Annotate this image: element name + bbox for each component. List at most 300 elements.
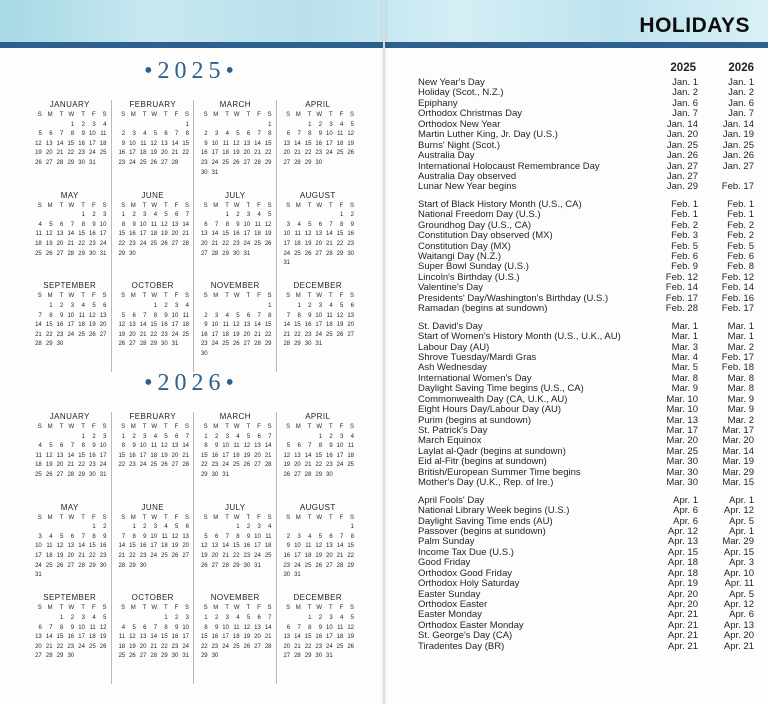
day-number: 28 xyxy=(294,159,301,166)
day-number: 19 xyxy=(200,553,208,560)
day-number: 9 xyxy=(318,624,323,631)
day-number: 27 xyxy=(243,341,251,348)
day-number: 13 xyxy=(99,312,107,319)
weekday-header: T xyxy=(81,112,85,118)
day-number: 20 xyxy=(254,634,261,641)
day-number: 5 xyxy=(350,121,354,128)
holiday-row xyxy=(418,621,754,631)
day-number: 9 xyxy=(92,221,96,228)
day-number: 12 xyxy=(89,312,96,319)
holiday-row xyxy=(418,558,754,568)
month-name: MARCH xyxy=(219,412,251,421)
month-day-grid xyxy=(281,292,356,350)
empty-cell xyxy=(219,523,230,533)
weekday-header: S xyxy=(37,514,42,521)
holiday-date-2026: Jan. 19 xyxy=(722,129,754,141)
weekday-header: S xyxy=(349,514,354,521)
day-number: 8 xyxy=(60,624,64,631)
day-number: 27 xyxy=(56,471,64,478)
day-number: 23 xyxy=(78,150,85,157)
day-number: 8 xyxy=(225,221,229,228)
day-number: 16 xyxy=(200,150,208,157)
day-number: 20 xyxy=(243,331,251,338)
day-number: 8 xyxy=(204,624,208,631)
day-number: 11 xyxy=(140,140,147,147)
day-number: 25 xyxy=(161,553,168,560)
day-number: 13 xyxy=(171,443,179,450)
holiday-date-2026: Apr. 6 xyxy=(729,609,754,621)
day-number: 18 xyxy=(336,140,344,147)
day-number: 7 xyxy=(214,221,219,228)
day-number: 30 xyxy=(200,169,208,176)
day-number: 11 xyxy=(150,443,158,450)
day-number: 20 xyxy=(182,543,189,550)
weekday-header: S xyxy=(102,202,107,209)
day-number: 3 xyxy=(286,221,291,228)
weekday-header: S xyxy=(349,293,354,300)
day-number: 19 xyxy=(56,553,64,560)
weekday-header: T xyxy=(59,605,64,612)
day-number: 23 xyxy=(129,462,136,469)
holiday-date-2025: Apr. 19 xyxy=(667,578,698,590)
weekday-header: S xyxy=(349,202,354,209)
day-number: 6 xyxy=(286,624,291,631)
day-number: 14 xyxy=(294,140,301,147)
weekday-header: F xyxy=(257,514,261,521)
day-number: 27 xyxy=(139,653,147,660)
holiday-row xyxy=(418,569,754,579)
day-number: 15 xyxy=(161,634,168,641)
day-number: 28 xyxy=(182,462,189,469)
day-number: 15 xyxy=(264,140,272,147)
day-number: 24 xyxy=(222,643,229,650)
day-number: 14 xyxy=(171,140,179,147)
day-number: 7 xyxy=(185,212,189,219)
month-may-2025 xyxy=(28,191,111,282)
weekday-header: F xyxy=(92,112,96,118)
day-number: 19 xyxy=(129,643,136,650)
day-number: 15 xyxy=(45,322,53,329)
day-number: 12 xyxy=(35,140,42,147)
day-number: 7 xyxy=(286,312,291,319)
weekday-header: T xyxy=(307,605,312,612)
day-number: 14 xyxy=(283,322,291,329)
day-number: 27 xyxy=(161,159,168,166)
holiday-name: St. George's Day (CA) xyxy=(418,631,513,642)
holiday-groups xyxy=(418,78,754,652)
holiday-date-2026: Feb. 8 xyxy=(727,261,754,273)
weekday-header: S xyxy=(286,112,291,118)
holiday-date-2025: Mar. 3 xyxy=(671,341,698,353)
weekday-header: T xyxy=(246,293,251,300)
day-number: 8 xyxy=(350,533,354,540)
day-number: 7 xyxy=(297,131,301,138)
day-number: 7 xyxy=(268,433,272,440)
holiday-date-2026: Mar. 20 xyxy=(722,435,754,447)
holiday-date-2026: Jan. 25 xyxy=(722,139,754,151)
holiday-name: Eight Hours Day/Labour Day (AU) xyxy=(418,405,562,416)
day-number: 16 xyxy=(211,452,219,459)
day-number: 4 xyxy=(143,131,147,138)
weekday-header: M xyxy=(213,293,219,300)
day-number: 10 xyxy=(99,443,107,450)
day-number: 6 xyxy=(38,624,42,631)
day-number: 3 xyxy=(81,614,85,621)
day-number: 30 xyxy=(347,250,354,257)
holiday-date-2025: Jan. 1 xyxy=(672,77,698,88)
day-number: 20 xyxy=(294,462,301,469)
day-number: 20 xyxy=(315,241,323,248)
day-number: 28 xyxy=(336,562,344,569)
holiday-group xyxy=(418,200,754,315)
holiday-name: Constitution Day observed (MX) xyxy=(418,231,553,242)
day-number: 20 xyxy=(200,241,208,248)
day-number: 20 xyxy=(347,322,354,329)
day-number: 1 xyxy=(121,433,126,440)
day-number: 11 xyxy=(337,131,344,138)
day-number: 14 xyxy=(78,543,85,550)
day-number: 11 xyxy=(337,624,344,631)
day-number: 20 xyxy=(171,452,179,459)
holiday-row xyxy=(418,304,754,314)
weekday-header: M xyxy=(47,112,53,118)
holiday-name: Lunar New Year begins xyxy=(418,182,517,193)
day-number: 2 xyxy=(350,212,354,219)
day-number: 10 xyxy=(222,443,229,450)
day-number: 23 xyxy=(139,553,147,560)
day-number: 14 xyxy=(150,634,158,641)
day-number: 9 xyxy=(92,443,96,450)
holiday-date-2026: Feb. 18 xyxy=(721,362,754,374)
day-number: 23 xyxy=(200,159,208,166)
day-number: 10 xyxy=(171,312,179,319)
day-number: 18 xyxy=(254,231,261,238)
day-number: 30 xyxy=(161,341,168,348)
weekday-header: S xyxy=(349,605,354,612)
day-number: 25 xyxy=(45,562,53,569)
empty-cell xyxy=(302,211,313,221)
day-number: 1 xyxy=(153,302,158,309)
weekday-header: M xyxy=(295,424,301,430)
day-number: 10 xyxy=(326,131,333,138)
day-number: 5 xyxy=(132,624,136,631)
year-column-2026: 2026 xyxy=(728,62,754,74)
weekday-header: W xyxy=(151,293,158,300)
day-number: 11 xyxy=(161,533,168,540)
day-number: 15 xyxy=(78,231,85,238)
day-number: 26 xyxy=(243,462,251,469)
holiday-date-2026: Jan. 1 xyxy=(728,77,754,88)
day-number: 15 xyxy=(118,452,126,459)
month-day-grid xyxy=(32,111,108,169)
day-number: 30 xyxy=(78,159,85,166)
day-number: 19 xyxy=(315,553,323,560)
day-number: 12 xyxy=(200,543,208,550)
day-number: 24 xyxy=(211,159,219,166)
weekday-header: M xyxy=(130,293,136,300)
weekday-header: T xyxy=(329,605,333,612)
month-day-grid xyxy=(281,514,356,581)
day-number: 10 xyxy=(211,140,219,147)
day-number: 5 xyxy=(246,433,251,440)
day-number: 30 xyxy=(89,250,96,257)
holiday-date-2025: Jan. 7 xyxy=(672,108,698,120)
empty-cell xyxy=(281,302,292,312)
day-number: 17 xyxy=(35,553,42,560)
weekday-header: F xyxy=(339,202,344,209)
holiday-date-2026: Feb. 5 xyxy=(727,240,754,252)
holiday-name: Epiphany xyxy=(418,98,458,109)
day-number: 21 xyxy=(283,331,291,338)
day-number: 29 xyxy=(304,653,312,660)
weekday-header: M xyxy=(213,605,219,612)
day-number: 7 xyxy=(38,312,42,319)
weekday-header: T xyxy=(164,514,168,521)
day-number: 22 xyxy=(222,241,229,248)
holiday-row xyxy=(418,231,754,241)
day-number: 27 xyxy=(326,562,333,569)
day-number: 1 xyxy=(268,302,272,309)
day-number: 27 xyxy=(243,159,251,166)
day-number: 30 xyxy=(67,653,75,660)
day-number: 21 xyxy=(326,241,333,248)
day-number: 15 xyxy=(182,140,189,147)
empty-cell xyxy=(209,211,220,221)
day-number: 15 xyxy=(78,452,85,459)
day-number: 29 xyxy=(315,471,323,478)
holiday-row xyxy=(418,343,754,353)
day-number: 12 xyxy=(243,443,251,450)
holiday-date-2026: Mar. 2 xyxy=(727,414,754,426)
day-number: 11 xyxy=(100,131,107,138)
weekday-header: T xyxy=(81,293,85,300)
month-name: AUGUST xyxy=(299,502,336,512)
day-number: 9 xyxy=(132,443,136,450)
month-day-grid xyxy=(32,514,108,581)
holiday-table xyxy=(418,62,754,652)
weekday-header: S xyxy=(121,514,126,521)
day-number: 31 xyxy=(222,471,229,478)
day-number: 8 xyxy=(318,443,323,450)
day-number: 24 xyxy=(211,341,219,348)
weekday-header: S xyxy=(37,605,42,612)
day-number: 18 xyxy=(264,543,272,550)
day-number: 16 xyxy=(243,543,251,550)
holiday-date-2025: Apr. 1 xyxy=(673,494,698,506)
day-number: 19 xyxy=(304,241,312,248)
day-number: 25 xyxy=(264,553,272,560)
day-number: 9 xyxy=(60,312,64,319)
weekday-header: F xyxy=(92,605,96,612)
weekday-header: W xyxy=(316,514,323,521)
day-number: 11 xyxy=(254,221,261,228)
day-number: 25 xyxy=(182,331,189,338)
holiday-date-2025: Apr. 18 xyxy=(667,567,698,579)
day-number: 24 xyxy=(139,462,147,469)
month-july-2025 xyxy=(193,191,276,282)
holiday-date-2025: Feb. 17 xyxy=(665,292,698,304)
holiday-row xyxy=(418,141,754,151)
day-number: 7 xyxy=(121,533,126,540)
day-number: 30 xyxy=(315,159,323,166)
day-number: 19 xyxy=(283,462,291,469)
day-number: 4 xyxy=(225,312,229,319)
day-number: 21 xyxy=(67,462,75,469)
day-number: 14 xyxy=(35,322,42,329)
calendar-2025 xyxy=(28,100,358,372)
day-number: 15 xyxy=(89,543,96,550)
empty-cell xyxy=(281,433,292,443)
day-number: 1 xyxy=(318,433,323,440)
day-number: 10 xyxy=(99,221,107,228)
day-number: 16 xyxy=(283,553,291,560)
day-number: 12 xyxy=(315,543,323,550)
holiday-row xyxy=(418,210,754,220)
day-number: 26 xyxy=(315,562,323,569)
day-number: 17 xyxy=(99,452,107,459)
day-number: 9 xyxy=(121,140,126,147)
day-number: 26 xyxy=(347,150,354,157)
day-number: 15 xyxy=(118,231,126,238)
day-number: 12 xyxy=(171,533,179,540)
day-number: 22 xyxy=(118,462,126,469)
weekday-header: T xyxy=(59,293,64,300)
weekday-header: S xyxy=(267,605,272,612)
weekday-header: T xyxy=(81,514,85,521)
day-number: 25 xyxy=(232,462,240,469)
day-number: 17 xyxy=(99,231,107,238)
weekday-header: S xyxy=(37,293,42,300)
day-number: 13 xyxy=(347,312,354,319)
day-number: 4 xyxy=(340,614,344,621)
month-september-2026 xyxy=(28,593,111,684)
day-number: 22 xyxy=(336,241,344,248)
day-number: 6 xyxy=(204,221,208,228)
day-number: 29 xyxy=(56,653,64,660)
empty-cell xyxy=(302,433,313,443)
day-number: 4 xyxy=(49,533,53,540)
day-number: 25 xyxy=(150,241,158,248)
day-number: 26 xyxy=(99,643,107,650)
day-number: 4 xyxy=(225,131,229,138)
day-number: 1 xyxy=(225,212,229,219)
day-number: 11 xyxy=(150,221,158,228)
weekday-header: S xyxy=(286,293,291,300)
day-number: 28 xyxy=(326,250,333,257)
day-number: 7 xyxy=(257,312,261,319)
day-number: 22 xyxy=(200,643,208,650)
holiday-name: Passover (begins at sundown) xyxy=(418,526,546,537)
day-number: 1 xyxy=(297,302,301,309)
weekday-header: W xyxy=(68,424,75,430)
weekday-header: S xyxy=(203,293,208,300)
day-number: 15 xyxy=(67,140,75,147)
day-number: 2 xyxy=(286,533,291,540)
weekday-header: T xyxy=(225,424,229,430)
day-number: 15 xyxy=(129,543,136,550)
month-name: JANUARY xyxy=(49,100,90,109)
day-number: 18 xyxy=(99,140,107,147)
weekday-header: M xyxy=(130,605,136,612)
weekday-header: M xyxy=(295,112,301,118)
day-number: 8 xyxy=(308,624,312,631)
day-number: 3 xyxy=(214,312,219,319)
day-number: 21 xyxy=(139,331,147,338)
day-number: 14 xyxy=(336,543,344,550)
day-number: 6 xyxy=(246,312,251,319)
day-number: 3 xyxy=(103,212,107,219)
day-number: 12 xyxy=(304,231,312,238)
weekday-header: S xyxy=(349,112,354,118)
holiday-row xyxy=(418,590,754,600)
day-number: 19 xyxy=(35,150,42,157)
weekday-header: S xyxy=(267,112,272,118)
weekday-header: F xyxy=(339,605,344,612)
day-number: 17 xyxy=(283,241,291,248)
day-number: 1 xyxy=(70,121,75,128)
holiday-date-2026: Mar. 14 xyxy=(722,445,754,457)
day-number: 28 xyxy=(150,653,158,660)
holiday-name: Commonwealth Day (CA, U.K., AU) xyxy=(418,394,568,405)
day-number: 15 xyxy=(200,634,208,641)
day-number: 22 xyxy=(182,150,189,157)
day-number: 14 xyxy=(67,452,75,459)
day-number: 22 xyxy=(315,462,323,469)
day-number: 29 xyxy=(78,471,85,478)
year-title-2026: •2026• xyxy=(144,370,239,396)
holiday-row xyxy=(418,527,754,537)
day-number: 3 xyxy=(70,302,75,309)
day-number: 7 xyxy=(153,624,158,631)
empty-cell xyxy=(43,614,54,624)
day-number: 10 xyxy=(182,624,189,631)
day-number: 29 xyxy=(78,250,85,257)
empty-cell xyxy=(147,121,158,131)
day-number: 4 xyxy=(38,221,42,228)
day-number: 13 xyxy=(67,543,75,550)
holiday-name: Labour Day (AU) xyxy=(418,342,490,353)
day-number: 5 xyxy=(49,443,53,450)
day-number: 16 xyxy=(129,231,136,238)
weekday-header: W xyxy=(68,514,75,521)
month-name: SEPTEMBER xyxy=(43,281,97,291)
weekday-header: S xyxy=(203,424,208,430)
holiday-row xyxy=(418,537,754,547)
day-number: 17 xyxy=(326,634,333,641)
weekday-header: W xyxy=(233,293,240,300)
day-number: 16 xyxy=(99,543,107,550)
month-august-2025 xyxy=(276,191,359,282)
holiday-date-2026: Apr. 13 xyxy=(723,619,754,631)
holiday-date-2026: Feb. 17 xyxy=(721,351,754,363)
day-number: 5 xyxy=(121,312,126,319)
day-number: 13 xyxy=(56,231,64,238)
holiday-year-header xyxy=(418,62,754,76)
day-number: 16 xyxy=(211,634,219,641)
weekday-header: S xyxy=(184,112,189,118)
day-number: 19 xyxy=(161,452,168,459)
month-day-grid xyxy=(198,292,273,359)
holiday-row xyxy=(418,478,754,488)
day-number: 3 xyxy=(340,433,344,440)
day-number: 23 xyxy=(283,562,291,569)
weekday-header: T xyxy=(164,202,168,209)
day-number: 19 xyxy=(264,231,272,238)
day-number: 1 xyxy=(60,614,64,621)
day-number: 3 xyxy=(329,614,333,621)
weekday-header: T xyxy=(81,605,85,612)
weekday-header: W xyxy=(151,424,158,430)
